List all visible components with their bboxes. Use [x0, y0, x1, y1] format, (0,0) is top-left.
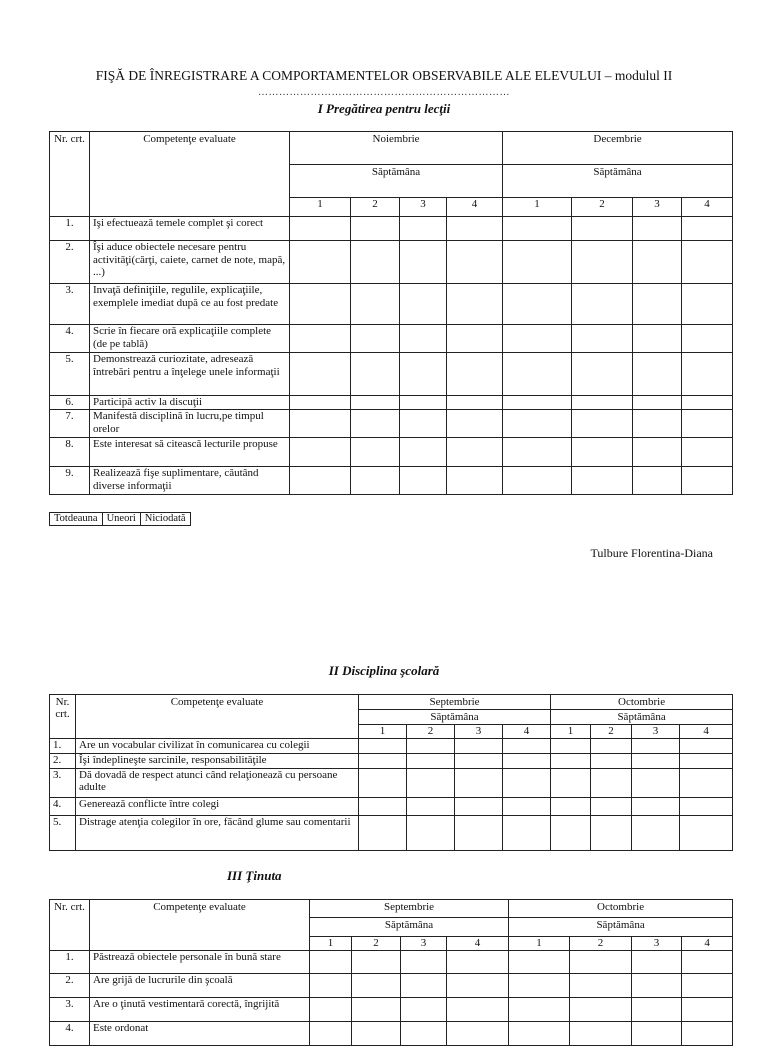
mark-cell[interactable]	[359, 739, 407, 754]
mark-cell[interactable]	[591, 754, 632, 769]
header-month-1: Septembrie	[310, 900, 509, 918]
mark-cell[interactable]	[572, 325, 633, 353]
mark-cell[interactable]	[400, 410, 447, 438]
table-row	[50, 325, 733, 353]
header-competente: Competenţe evaluate	[90, 132, 290, 217]
mark-cell[interactable]	[290, 325, 351, 353]
week-number: 1	[503, 198, 572, 217]
mark-cell[interactable]	[682, 974, 733, 998]
section2-table	[49, 694, 733, 851]
mark-cell[interactable]	[680, 798, 733, 816]
mark-cell[interactable]	[682, 284, 733, 325]
mark-cell[interactable]	[632, 974, 682, 998]
week-number: 2	[407, 725, 455, 739]
header-month-1: Noiembrie	[290, 132, 503, 165]
mark-cell[interactable]	[633, 241, 682, 284]
header-week-label: Săptămâna	[551, 710, 733, 725]
table-row	[50, 353, 733, 396]
header-competente: Competenţe evaluate	[90, 900, 310, 951]
mark-cell[interactable]	[633, 396, 682, 410]
mark-cell[interactable]	[352, 1022, 401, 1046]
week-number: 3	[633, 198, 682, 217]
mark-cell[interactable]	[682, 241, 733, 284]
mark-cell[interactable]	[632, 998, 682, 1022]
table-row	[50, 816, 733, 851]
mark-cell[interactable]	[682, 467, 733, 495]
mark-cell[interactable]	[351, 241, 400, 284]
mark-cell[interactable]	[572, 217, 633, 241]
legend-item: Niciodată	[140, 513, 190, 526]
mark-cell[interactable]	[570, 951, 632, 974]
mark-cell[interactable]	[407, 816, 455, 851]
mark-cell[interactable]	[632, 754, 680, 769]
week-number: 2	[351, 198, 400, 217]
week-number: 1	[551, 725, 591, 739]
mark-cell[interactable]	[591, 739, 632, 754]
mark-cell[interactable]	[503, 396, 572, 410]
section2-heading: II Disciplina şcolară	[328, 663, 440, 678]
mark-cell[interactable]	[633, 325, 682, 353]
header-week-label: Săptămâna	[310, 918, 509, 937]
week-number: 2	[570, 937, 632, 951]
mark-cell[interactable]	[400, 284, 447, 325]
mark-cell[interactable]	[503, 241, 572, 284]
mark-cell[interactable]	[633, 467, 682, 495]
row-competence: Manifestă disciplină în lucru,pe timpul orelor	[90, 410, 290, 438]
mark-cell[interactable]	[351, 284, 400, 325]
mark-cell[interactable]	[447, 1022, 509, 1046]
mark-cell[interactable]	[359, 769, 407, 798]
row-competence: Are o ţinută vestimentară corectă, îngrijită	[90, 998, 310, 1022]
mark-cell[interactable]	[570, 1022, 632, 1046]
mark-cell[interactable]	[359, 816, 407, 851]
table-row	[50, 739, 733, 754]
mark-cell[interactable]	[509, 974, 570, 998]
mark-cell[interactable]	[572, 353, 633, 396]
mark-cell[interactable]	[310, 1022, 352, 1046]
week-number: 2	[572, 198, 633, 217]
row-number: 5.	[50, 816, 76, 851]
mark-cell[interactable]	[682, 951, 733, 974]
mark-cell[interactable]	[407, 739, 455, 754]
mark-cell[interactable]	[682, 410, 733, 438]
week-number: 1	[290, 198, 351, 217]
mark-cell[interactable]	[572, 467, 633, 495]
mark-cell[interactable]	[310, 974, 352, 998]
table-row	[50, 410, 733, 438]
mark-cell[interactable]	[632, 1022, 682, 1046]
row-competence: Are grijă de lucrurile din şcoală	[90, 974, 310, 998]
table-row	[50, 974, 733, 998]
week-number: 3	[400, 198, 447, 217]
row-competence: Demonstrează curiozitate, adresează întrebări pentru a înţelege unele informaţii	[90, 353, 290, 396]
mark-cell[interactable]	[290, 410, 351, 438]
mark-cell[interactable]	[290, 217, 351, 241]
week-number: 4	[503, 725, 551, 739]
table-row	[50, 241, 733, 284]
week-number: 1	[509, 937, 570, 951]
row-number: 7.	[50, 410, 90, 438]
legend-item: Uneori	[102, 513, 140, 526]
mark-cell[interactable]	[632, 739, 680, 754]
mark-cell[interactable]	[310, 998, 352, 1022]
row-number: 4.	[50, 325, 90, 353]
mark-cell[interactable]	[455, 816, 503, 851]
mark-cell[interactable]	[503, 438, 572, 467]
week-number: 4	[680, 725, 733, 739]
week-number: 1	[359, 725, 407, 739]
mark-cell[interactable]	[572, 241, 633, 284]
mark-cell[interactable]	[680, 754, 733, 769]
mark-cell[interactable]	[551, 754, 591, 769]
legend-table	[49, 512, 191, 526]
table-row	[50, 798, 733, 816]
mark-cell[interactable]	[591, 798, 632, 816]
mark-cell[interactable]	[400, 438, 447, 467]
header-competente: Competenţe evaluate	[76, 695, 359, 739]
mark-cell[interactable]	[570, 998, 632, 1022]
mark-cell[interactable]	[682, 438, 733, 467]
mark-cell[interactable]	[447, 998, 509, 1022]
mark-cell[interactable]	[503, 816, 551, 851]
mark-cell[interactable]	[359, 754, 407, 769]
row-number: 1.	[50, 951, 90, 974]
row-competence: Invaţă definiţiile, regulile, explicaţiile, exemplele imediat după ce au fost predate	[90, 284, 290, 325]
header-nr-crt: Nr. crt.	[50, 900, 90, 951]
row-competence: Îşi îndeplineşte sarcinile, responsabilităţile	[76, 754, 359, 769]
header-month-1: Septembrie	[359, 695, 551, 710]
mark-cell[interactable]	[633, 438, 682, 467]
table-row	[50, 396, 733, 410]
mark-cell[interactable]	[680, 739, 733, 754]
row-competence: Generează conflicte între colegi	[76, 798, 359, 816]
row-competence: Este ordonat	[90, 1022, 310, 1046]
week-number: 4	[682, 937, 733, 951]
mark-cell[interactable]	[290, 467, 351, 495]
mark-cell[interactable]	[400, 325, 447, 353]
mark-cell[interactable]	[455, 798, 503, 816]
mark-cell[interactable]	[551, 769, 591, 798]
mark-cell[interactable]	[401, 974, 447, 998]
mark-cell[interactable]	[551, 739, 591, 754]
mark-cell[interactable]	[455, 754, 503, 769]
mark-cell[interactable]	[447, 396, 503, 410]
row-number: 3.	[50, 769, 76, 798]
table-row	[50, 754, 733, 769]
mark-cell[interactable]	[352, 998, 401, 1022]
mark-cell[interactable]	[551, 816, 591, 851]
mark-cell[interactable]	[682, 1022, 733, 1046]
header-week-label: Săptămâna	[290, 165, 503, 198]
mark-cell[interactable]	[359, 798, 407, 816]
mark-cell[interactable]	[447, 284, 503, 325]
mark-cell[interactable]	[591, 816, 632, 851]
mark-cell[interactable]	[351, 396, 400, 410]
mark-cell[interactable]	[509, 1022, 570, 1046]
row-number: 9.	[50, 467, 90, 495]
row-competence: Realizează fişe suplimentare, căutând diverse informaţii	[90, 467, 290, 495]
week-number: 4	[682, 198, 733, 217]
mark-cell[interactable]	[632, 769, 680, 798]
mark-cell[interactable]	[503, 798, 551, 816]
row-competence: Participă activ la discuţii	[90, 396, 290, 410]
author-name: Tulbure Florentina-Diana	[590, 546, 713, 560]
mark-cell[interactable]	[290, 353, 351, 396]
mark-cell[interactable]	[570, 974, 632, 998]
header-month-2: Octombrie	[509, 900, 733, 918]
mark-cell[interactable]	[572, 410, 633, 438]
mark-cell[interactable]	[407, 754, 455, 769]
mark-cell[interactable]	[682, 353, 733, 396]
mark-cell[interactable]	[290, 438, 351, 467]
mark-cell[interactable]	[401, 951, 447, 974]
row-competence: Dă dovadă de respect atunci când relaţionează cu persoane adulte	[76, 769, 359, 798]
row-number: 3.	[50, 998, 90, 1022]
mark-cell[interactable]	[503, 325, 572, 353]
row-competence: Distrage atenţia colegilor în ore, făcând glume sau comentarii	[76, 816, 359, 851]
mark-cell[interactable]	[400, 217, 447, 241]
mark-cell[interactable]	[682, 396, 733, 410]
mark-cell[interactable]	[680, 769, 733, 798]
mark-cell[interactable]	[407, 798, 455, 816]
mark-cell[interactable]	[591, 769, 632, 798]
mark-cell[interactable]	[400, 467, 447, 495]
week-number: 2	[591, 725, 632, 739]
mark-cell[interactable]	[447, 217, 503, 241]
row-number: 1.	[50, 217, 90, 241]
mark-cell[interactable]	[447, 467, 503, 495]
mark-cell[interactable]	[407, 769, 455, 798]
mark-cell[interactable]	[447, 325, 503, 353]
title-dotted-line: ………………………………………………………………	[258, 87, 510, 98]
mark-cell[interactable]	[633, 217, 682, 241]
row-number: 3.	[50, 284, 90, 325]
mark-cell[interactable]	[290, 396, 351, 410]
mark-cell[interactable]	[503, 769, 551, 798]
mark-cell[interactable]	[633, 353, 682, 396]
mark-cell[interactable]	[572, 396, 633, 410]
mark-cell[interactable]	[503, 410, 572, 438]
mark-cell[interactable]	[682, 217, 733, 241]
mark-cell[interactable]	[447, 353, 503, 396]
header-month-2: Decembrie	[503, 132, 733, 165]
mark-cell[interactable]	[351, 438, 400, 467]
mark-cell[interactable]	[503, 467, 572, 495]
row-competence: Este interesat să citească lecturile propuse	[90, 438, 290, 467]
mark-cell[interactable]	[400, 396, 447, 410]
mark-cell[interactable]	[682, 325, 733, 353]
section1-table	[49, 131, 733, 495]
mark-cell[interactable]	[352, 974, 401, 998]
section3-heading: III Ţinuta	[227, 868, 282, 883]
header-nr-crt: Nr. crt.	[50, 695, 76, 739]
mark-cell[interactable]	[680, 816, 733, 851]
mark-cell[interactable]	[509, 998, 570, 1022]
mark-cell[interactable]	[400, 353, 447, 396]
mark-cell[interactable]	[447, 410, 503, 438]
row-number: 5.	[50, 353, 90, 396]
mark-cell[interactable]	[401, 1022, 447, 1046]
mark-cell[interactable]	[290, 284, 351, 325]
row-number: 2.	[50, 974, 90, 998]
mark-cell[interactable]	[290, 241, 351, 284]
header-nr-crt: Nr. crt.	[50, 132, 90, 217]
row-competence: Scrie în fiecare oră explicaţiile complete (de pe tablă)	[90, 325, 290, 353]
week-number: 3	[632, 937, 682, 951]
header-week-label: Săptămâna	[509, 918, 733, 937]
mark-cell[interactable]	[352, 951, 401, 974]
row-competence: Are un vocabular civilizat în comunicarea cu colegii	[76, 739, 359, 754]
week-number: 4	[447, 937, 509, 951]
table-row	[50, 284, 733, 325]
mark-cell[interactable]	[447, 951, 509, 974]
mark-cell[interactable]	[310, 951, 352, 974]
row-number: 8.	[50, 438, 90, 467]
row-number: 4.	[50, 1022, 90, 1046]
mark-cell[interactable]	[455, 739, 503, 754]
week-number: 3	[401, 937, 447, 951]
mark-cell[interactable]	[632, 816, 680, 851]
row-competence: Işi efectuează temele complet şi corect	[90, 217, 290, 241]
header-week-label: Săptămâna	[503, 165, 733, 198]
mark-cell[interactable]	[572, 438, 633, 467]
mark-cell[interactable]	[351, 353, 400, 396]
row-number: 2.	[50, 241, 90, 284]
row-number: 4.	[50, 798, 76, 816]
mark-cell[interactable]	[503, 284, 572, 325]
row-competence: Păstrează obiectele personale în bună stare	[90, 951, 310, 974]
mark-cell[interactable]	[509, 951, 570, 974]
week-number: 3	[632, 725, 680, 739]
table-row	[50, 998, 733, 1022]
mark-cell[interactable]	[633, 284, 682, 325]
document-title: FIŞĂ DE ÎNREGISTRARE A COMPORTAMENTELOR OBSERVABILE ALE ELEVULUI – modulul II	[95, 68, 673, 83]
mark-cell[interactable]	[447, 438, 503, 467]
mark-cell[interactable]	[351, 410, 400, 438]
mark-cell[interactable]	[503, 353, 572, 396]
row-number: 6.	[50, 396, 90, 410]
header-month-2: Octombrie	[551, 695, 733, 710]
mark-cell[interactable]	[503, 739, 551, 754]
week-number: 1	[310, 937, 352, 951]
table-row	[50, 769, 733, 798]
mark-cell[interactable]	[455, 769, 503, 798]
table-row	[50, 438, 733, 467]
week-number: 3	[455, 725, 503, 739]
mark-cell[interactable]	[351, 467, 400, 495]
mark-cell[interactable]	[632, 798, 680, 816]
table-row	[50, 951, 733, 974]
table-row	[50, 1022, 733, 1046]
week-number: 2	[352, 937, 401, 951]
mark-cell[interactable]	[633, 410, 682, 438]
mark-cell[interactable]	[351, 217, 400, 241]
legend-item: Totdeauna	[50, 513, 103, 526]
week-number: 4	[447, 198, 503, 217]
section1-heading: I Pregătirea pentru lecţii	[317, 101, 451, 116]
mark-cell[interactable]	[572, 284, 633, 325]
mark-cell[interactable]	[401, 998, 447, 1022]
row-number: 2.	[50, 754, 76, 769]
mark-cell[interactable]	[682, 998, 733, 1022]
mark-cell[interactable]	[551, 798, 591, 816]
mark-cell[interactable]	[503, 754, 551, 769]
row-number: 1.	[50, 739, 76, 754]
mark-cell[interactable]	[447, 974, 509, 998]
mark-cell[interactable]	[632, 951, 682, 974]
table-row	[50, 467, 733, 495]
mark-cell[interactable]	[400, 241, 447, 284]
header-week-label: Săptămâna	[359, 710, 551, 725]
row-competence: Îşi aduce obiectele necesare pentru activităţi(cărţi, caiete, carnet de note, mapă, ...)	[90, 241, 290, 284]
mark-cell[interactable]	[447, 241, 503, 284]
mark-cell[interactable]	[351, 325, 400, 353]
table-row	[50, 217, 733, 241]
mark-cell[interactable]	[503, 217, 572, 241]
